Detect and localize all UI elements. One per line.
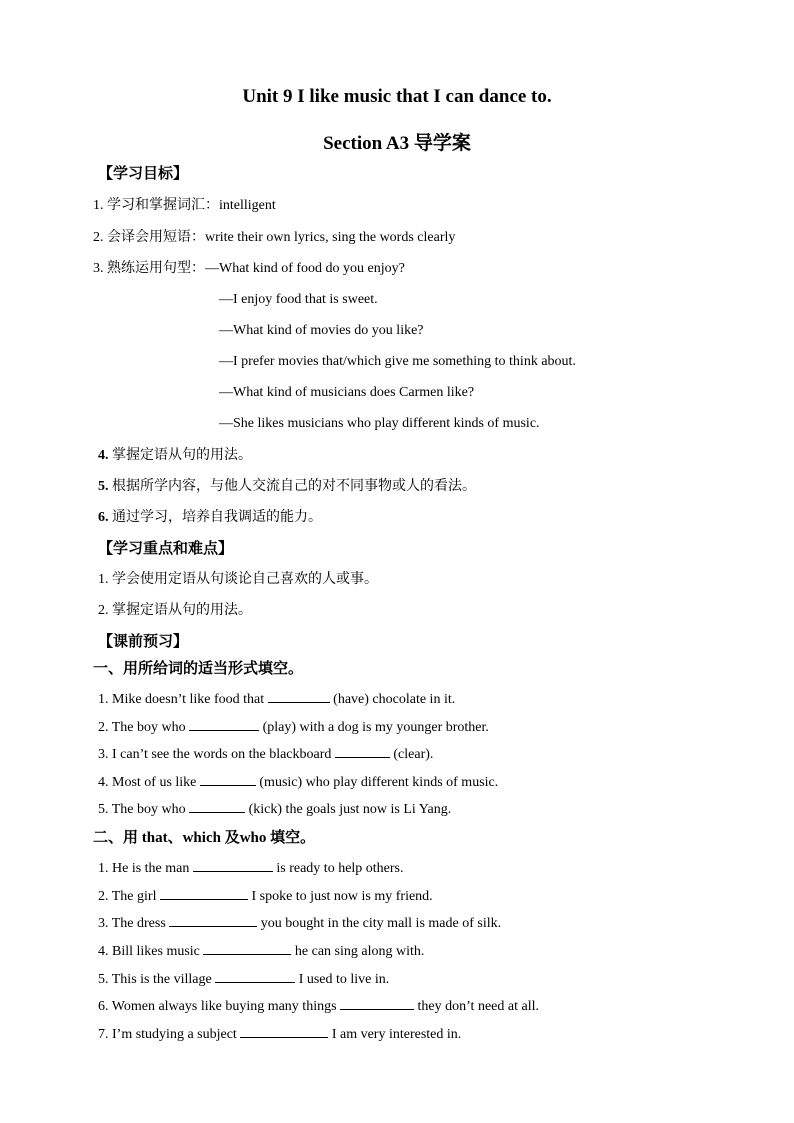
goal-item: 3. 熟练运用句型：—What kind of food do you enjoy? — [93, 261, 405, 276]
answer-blank[interactable] — [160, 886, 248, 900]
exercise-item: 4. Bill likes music he can sing along with. — [98, 941, 424, 962]
focus-item: 2. 掌握定语从句的用法。 — [98, 603, 252, 618]
exercise-item: 1. Mike doesn’t like food that (have) chocolate in it. — [98, 689, 455, 710]
exercise-item: 2. The girl I spoke to just now is my friend. — [98, 886, 433, 907]
exercise-item: 4. Most of us like (music) who play different kinds of music. — [98, 772, 498, 793]
answer-blank[interactable] — [200, 772, 256, 786]
goal-sentence: —What kind of movies do you like? — [219, 323, 424, 338]
page-title: Unit 9 I like music that I can dance to. — [242, 86, 552, 107]
answer-blank[interactable] — [340, 996, 414, 1010]
answer-blank[interactable] — [335, 744, 390, 758]
exercise-item: 6. Women always like buying many things they don’t need at all. — [98, 996, 539, 1017]
goal-sentence: —She likes musicians who play different kinds of music. — [219, 416, 540, 431]
answer-blank[interactable] — [240, 1024, 328, 1038]
answer-blank[interactable] — [215, 969, 295, 983]
exercise-item: 3. The dress you bought in the city mall is made of silk. — [98, 913, 501, 934]
goal-item: 6. 通过学习，培养自我调适的能力。 — [98, 510, 322, 525]
answer-blank[interactable] — [193, 858, 273, 872]
answer-blank[interactable] — [203, 941, 291, 955]
section-focus-heading: 【学习重点和难点】 — [98, 541, 234, 557]
goal-sentence: —What kind of musicians does Carmen like? — [219, 385, 475, 400]
exercise-1-heading: 一、用所给词的适当形式填空。 — [93, 661, 304, 677]
exercise-item: 1. He is the man is ready to help others. — [98, 858, 404, 879]
page-subtitle: Section A3 导学案 — [323, 133, 471, 154]
goal-sentence: —I prefer movies that/which give me something to think about. — [219, 354, 576, 369]
goal-item: 1. 学习和掌握词汇：intelligent — [93, 198, 276, 213]
answer-blank[interactable] — [169, 913, 257, 927]
section-preview-heading: 【课前预习】 — [98, 634, 189, 650]
goal-item: 4. 掌握定语从句的用法。 — [98, 448, 252, 463]
section-goals-heading: 【学习目标】 — [98, 166, 189, 182]
goal-item: 5. 根据所学内容，与他人交流自己的对不同事物或人的看法。 — [98, 479, 476, 494]
exercise-2-heading: 二、用 that、which 及who 填空。 — [93, 830, 316, 846]
exercise-item: 7. I’m studying a subject I am very interested in. — [98, 1024, 461, 1045]
answer-blank[interactable] — [189, 717, 259, 731]
exercise-item: 2. The boy who (play) with a dog is my younger brother. — [98, 717, 489, 738]
goal-sentence: —I enjoy food that is sweet. — [219, 292, 378, 307]
goal-item: 2. 会译会用短语：write their own lyrics, sing the words clearly — [93, 230, 456, 245]
focus-item: 1. 学会使用定语从句谈论自己喜欢的人或事。 — [98, 572, 378, 587]
exercise-item: 5. The boy who (kick) the goals just now is Li Yang. — [98, 799, 451, 820]
exercise-item: 3. I can’t see the words on the blackboard (clear). — [98, 744, 433, 765]
answer-blank[interactable] — [189, 799, 245, 813]
exercise-item: 5. This is the village I used to live in. — [98, 969, 389, 990]
answer-blank[interactable] — [268, 689, 330, 703]
